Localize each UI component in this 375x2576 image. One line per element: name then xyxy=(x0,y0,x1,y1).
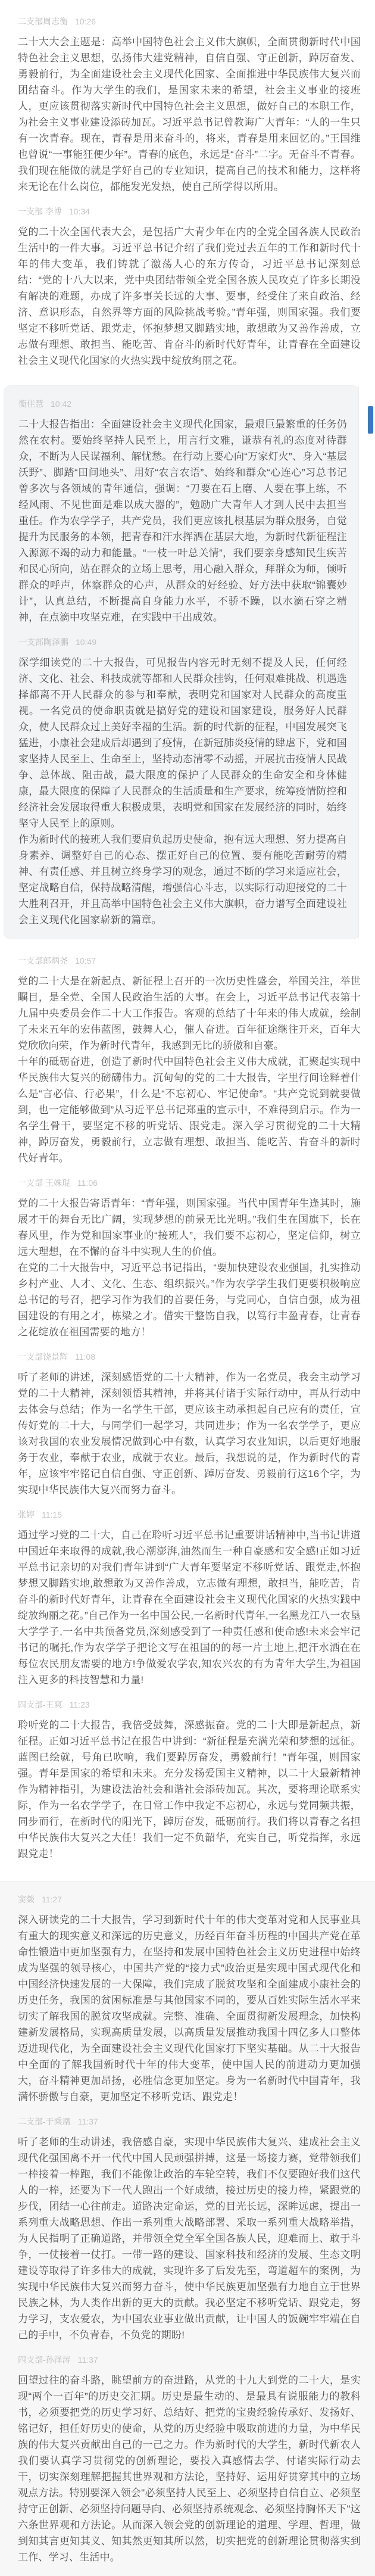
sender-name[interactable]: 张婷 xyxy=(18,1510,35,1519)
message-meta xyxy=(18,15,361,27)
timestamp: 10:26 xyxy=(75,17,96,26)
scrollbar-track[interactable] xyxy=(358,386,374,939)
timestamp: 11:37 xyxy=(77,2355,98,2365)
message-text: 听了老师的生动讲述，我倍感自豪，实现中华民族伟大复兴、建成社会主义现代化强国离不开一代代中国人民顽强拼搏，这是一场接力赛，党带领我们一棒接着一棒跑，我们不能像让政治的车轮空转，我们不仅要跑好我们这代人的一棒，还要为下一代人跑出一个好成绩，接过历史的接力棒，紧跟党的步伐，团结一心往前走。道路决定命运，党的目光长远，深眸远虑，提出一系列重大战略思想、作出一系列重大战略部署、采取一系列重大战略举措，为人民指明了正确道路，并带领全党全军全国各族人民，迎难而上、敢于斗争，一仗接着一仗打。一带一路的建设、国家科技和经济的发展、生态文明建设等取得了许多伟大的成就，实现许多了后发先至，弯道超车的案例，为实现中华民族伟大复兴而努力奋斗，使中华民族更加坚强有力地自立于世界民族之林，为人类作出新的更大的贡献。我必坚定不移听党话、跟党走，努力学习，支农爱农，为中国农业事业做出贡献，让中国人的饭碗牢牢端在自己的手中，不负青春，不负党的期盼! xyxy=(18,2136,361,2341)
sender-name[interactable]: 衡佳慧 xyxy=(18,399,43,409)
message-meta xyxy=(18,636,347,648)
timestamp: 10:57 xyxy=(75,956,96,965)
sender-name[interactable]: 二支部周志衡 xyxy=(18,17,68,26)
chat-segment xyxy=(0,1881,375,2576)
message xyxy=(18,1177,361,1340)
sender-name[interactable]: 四支部-孙泽涛 xyxy=(18,2355,71,2365)
message xyxy=(18,2354,361,2565)
message xyxy=(18,398,347,625)
timestamp: 11:06 xyxy=(77,1178,98,1188)
sender-name[interactable]: 一支部郎炳尧 xyxy=(18,956,68,965)
message-text: 听了老师的讲述，深刻感悟党的二十大精神，作为一名党员，我会主动学习党的二十大精神，深刻领悟其精神，并将其付诸于实际行动中，再从行动中去体会与总结；作为一名学生干部，更应该主动承担起自己应有的责任，宣传好党的二十大，与同学们一起学习，共同进步；作为一名农学学子，更应该对我国的农业发展情况做到心中有数，认真学习农业知识，以后更好地服务于农业，奉献于农业，成就于农业。最后，我想说的是，作为新时代的青年，应该牢牢铭记自信自强、守正创新、踔厉奋发、勇毅前行这16个字，为实现中华民族伟大复兴而努力奋斗。 xyxy=(18,1372,361,1496)
message-meta xyxy=(18,2354,361,2366)
message-text: 二十大大会主题是：高举中国特色社会主义伟大旗帜，全面贯彻新时代中国特色社会主义思想，弘扬伟大建党精神，自信自强、守正创新，踔厉奋发、勇毅前行，为全面建设社会主义现代化国家、全面推进中华民族伟大复兴而团结奋斗。作为大学生的我们，是国家未来的希望，社会主义事业的接班人，更应该贯彻落实新时代中国特色社会主义思想，做好自己的本职工作，为社会主义事业建设添砖加瓦。习近平总书记曾教诲广大青年：“人的一生只有一次青春。现在，青春是用来奋斗的，将来，青春是用来回忆的。”王国维也曾说“一事能狂便少年”。青春的底色，永远是“奋斗”二字。无奋斗不青春。我们现在能做的就是学好自己的专业知识，提高自己的技术和能力，这样将来无论在什么岗位，都能发光发热，使自己所学得以所用。 xyxy=(18,36,361,192)
chat-segment xyxy=(4,385,360,939)
timestamp: 11:08 xyxy=(75,1352,95,1362)
sender-name[interactable]: 一支部陶泽鹏 xyxy=(18,637,68,647)
message xyxy=(18,2116,361,2343)
message-meta xyxy=(18,1699,361,1711)
message-text: 党的二十次全国代表大会，是包括广大青少年在内的全党全国各族人民政治生活中的一件大事。习近平总书记介绍了我们党过去五年的工作和新时代十年的伟大变革，我们铸就了激荡人心的东方传奇，习近平总书记深刻总结：“党的十八大以来，党中央团结带领全党全国各族人民攻克了许多长期没有解决的难题，办成了许多事关长远的大事、要事，经受住了来自政治、经济、意识形态，自然界等方面的风险挑战考验。”青年强，则国家强。我们要坚定不移听党话、跟党走，怀抱梦想又脚踏实地，敢想敢为又善作善成，立志做有理想、敢担当、能吃苦、肯奋斗的新时代好青年，让青春在全面建设社会主义现代化国家的火热实践中绽放绚丽之花。 xyxy=(18,226,361,366)
sender-name[interactable]: 二支部-于乘凰 xyxy=(18,2117,71,2126)
message-text: 聆听党的二十大报告，我倍受鼓舞，深感振奋。党的二十大即是新起点，新征程。正如习近平总书记在报告中讲到：“新征程是充满光荣和梦想的远征。蓝图已绘就，号角已吹响，我们要踔厉奋发，勇毅前行！”青年强，则国家强。青年是国家的希望和未来。充分发扬爱国主义精神，以二十大最新精神作为精神指引，为建设法治社会和谐社会添砖加瓦。其次，要将理论联系实际，作为一名农学学子，在日常工作中我定不忘初心，永远与党同频共振，同步而行，在新时代的阳光下，踔厉奋发，砥砺前行。我们将以青春之名担中华民族伟大复兴之大任！我们一定不负韶华，充实自己，听党指挥，永远跟党走！ xyxy=(18,1720,361,1859)
message-text: 作为新时代的接班人我们要肩负起历史使命，抱有远大理想、努力提高自身素养、调整好自己的心态、摆正好自己的位置、要有能吃苦耐劳的精神、有责任感、并且树立终身学习的观念，通过不断的学习来适应社会，坚定战略自信，保持战略清醒，增强信心斗志，以实际行动迎接党的二十大胜利召开，并且高举中国特色社会主义伟大旗帜，奋力谱写全面建设社会主义现代化国家崭新的篇章。 xyxy=(18,834,347,926)
scrollbar-thumb[interactable] xyxy=(368,406,373,434)
sender-name[interactable]: 一支部 王姝琨 xyxy=(18,1178,70,1188)
message-text: 党的二十大报告寄语青年：“青年强，则国家强。当代中国青年生逢其时，施展才干的舞台无比广阔，实现梦想的前景无比光明。”我们生在国旗下，长在春风里，作为党和国家事业的“接班人”，我们要不忘初心，坚定信仰，树立远大理想，在不懈的奋斗中实现人生的价值。 xyxy=(18,1198,361,1257)
message-meta xyxy=(18,2116,361,2128)
sender-name[interactable]: 一支部饶景辉 xyxy=(18,1352,68,1362)
message-text: 在党的二十大报告中，习近平总书记指出，“要加快建设农业强国，扎实推动乡村产业、人才、文化、生态、组织振兴。”作为农学学生我们更要积极响应总书记的号召，把学习作为我们的首要任务，与党同心，自信自强，成为祖国建设的有用之才，栋梁之才。借实干整饬自我，以笃行丰盈青春，让青春之花绽放在祖国需要的地方！ xyxy=(18,1262,361,1338)
message xyxy=(18,1699,361,1862)
message-meta xyxy=(18,1509,361,1521)
sender-name[interactable]: 一支部 李博 xyxy=(18,207,62,216)
message-text: 二十大报告指出：全面建设社会主义现代化国家，最艰巨最繁重的任务仍然在农村。要始终坚持人民至上，用言行文雅，谦恭有礼的态度对待群众，不断为人民谋福利、解忧愁。在行动上要心向“万家灯火”、身入“基层沃野”、脚踏“田间地头”、用好“农言农语”、始终和群众“心连心”习总书记曾多次与各领域的青年通信，强调：“刀要在石上磨、人要在事上练，不经风雨、不见世面是难以成大器的”，勉励广大青年人才到人民中去担当重任。作为农学学子，共产党员，我们更应该扎根基层为群众服务，自觉提升为民服务的本领，把青春和汗水挥洒在基层大地，为新时代新征程注入源源不竭的动力和能量。“一枝一叶总关情”，我们要亲身感知民生疾苦和民心所向，站在群众的立场上思考，用心融入群众，拜群众为师，倾听群众的呼声，体察群众的心声，从群众的好经验、好方法中获取“锦囊妙计”，认真总结，不断提高自身能力水平，不骄不躁，以水滴石穿之精神，在点滴中攻坚克难，在实践中干出成效。 xyxy=(18,419,347,623)
timestamp: 11:15 xyxy=(42,1510,62,1519)
message-text: 回望过往的奋斗路，眺望前方的奋进路，从党的十九大到党的二十大，是实现“两个一百年”的历史交汇期。历史是最生动的、是最具有说服能力的教科书，必须要把党的历史学习好、总结好、把党的宝贵经验传承好、发扬好、铭记好，担任好历史的使命，从党的历史经验中吸取前进的力量，为中华民族的伟大复兴贡献出自己的一己之力。作为新时代的大学生，新时代新农人我们要认真学习贯彻党的创新理论，要投入真感情去学、付诸实际行动去干，切实深刻理解把握其世界观和方法论，坚持好、运用好贯穿其中的立场观点方法。特别要深入领会"必须坚持人民至上、必须坚持自信自立、必须坚持守正创新、必须坚持问题导向、必须坚持系统观念、必须坚持胸怀天下"这六条世界观和方法论。从而深入领会党的创新理论的道理、学理、哲理，做到知其言更知其义、知其然更知其所以然，切实把党的创新理论贯彻落实到工作、学习、生活中。 xyxy=(18,2375,361,2563)
timestamp: 10:49 xyxy=(76,637,97,647)
message-meta xyxy=(18,1177,361,1189)
message xyxy=(18,636,347,928)
timestamp: 11:27 xyxy=(42,1895,62,1904)
message-text: 十年的砥砺奋进，创造了新时代中国特色社会主义伟大成就，汇聚起实现中华民族伟大复兴的磅礴伟力。沉甸甸的党的二十大报告，字里行间诠释着什么是“言必信、行必果”，什么是“不忘初心、牢记使命”。“共产党说到就要做到，也一定能够做到”从习近平总书记郑重的宣示中，不难得到启示。作为一名学生骨干，要坚定不移的听党话、跟党走。深入学习贯彻党的二十大精神，踔厉奋发，勇毅前行，立志做有理想、敢担当、能吃苦、肯奋斗的新时代好青年。 xyxy=(18,1056,361,1164)
message-text: 党的二十大是在新起点、新征程上召开的一次历史性盛会，举国关注，举世瞩目，是全党、全国人民政治生活的大事。在会上，习近平总书记代表第十九届中央委员会作二十大工作报告。客观的总结了十年来的伟大成就，绘制了未来五年的宏伟蓝图，鼓舞人心，催人奋进。百年征途继往开来，百年大党欣欣向荣，作为新时代青年，我感到无比的骄傲和自豪。 xyxy=(18,976,361,1051)
sender-name[interactable]: 窦燚 xyxy=(18,1895,35,1904)
message-text: 深入研读党的二十大报告，学习到新时代十年的伟大变革对党和人民事业具有重大的现实意义和深远的历史意义，历经百年奋斗历程的中国共产党在革命性锻造中更加坚强有力，在坚持和发展中国特色社会主义历史进程中始终成为坚强的领导核心，中国共产党的“接力式”政治更是实现中国式现代化和中国经济快速发展的一大保障，我们完成了脱贫攻坚和全面建成小康社会的历史任务，我国的贫困标准是与其他国家不同的，要从百姓实际生活水平来切实了解我国的脱贫攻坚成就。完整、准确、全面贯彻新发展理念，加快构建新发展格局，实现高质量发展，以高质量发展推动我国十四亿多人口整体迈进现代化，为全面建设社会主义现代化国家打下坚实基础。从二十大报告中全面的了解我国新时代十年的伟大变革，使中国人民的前进动力更加强大，奋斗精神更加昂扬，必胜信念更加坚定。身为一名新时代中国青年，我满怀骄傲与自豪，更加坚定不移听党话、跟党走！ xyxy=(18,1914,361,2102)
timestamp: 10:42 xyxy=(51,399,72,409)
message xyxy=(18,955,361,1166)
message xyxy=(18,1351,361,1498)
message-meta xyxy=(18,1893,361,1905)
timestamp: 11:37 xyxy=(77,2117,98,2126)
message-meta xyxy=(18,205,361,217)
timestamp: 10:34 xyxy=(68,207,90,216)
message xyxy=(18,1509,361,1688)
message xyxy=(18,1893,361,2105)
message-text: 通过学习党的二十大，自己在聆听习近平总书记重要讲话精神中,当书记讲道中国近年来取得的成就,我心潮澎湃,油然而生一种自豪感和安全感!正如习近平总书记亲切的对我们青年讲到“广大青年要坚定不移听党话、跟党走,怀抱梦想又脚踏实地,敢想敢为又善作善成，立志做有理想，敢担当，能吃苦，肯奋斗的新时代好青年，让青春在全面建设社会主义现代化国家的火热实践中绽放绚丽之花。”自己作为一名中国公民,一名新时代青年,一名黑龙江八一农垦大学学子,一名中共预备党员,深刻感受到了一种责任感和使命感!未来会牢记书记的嘱托,作为农学学子把论文写在祖国的的每一片土地上,把汗水洒在在每位农民朋友需要的地方!争做爱农学农,知农兴农的有为青年大学生,为祖国注入更多的科技智慧和力量! xyxy=(18,1530,361,1686)
timestamp: 11:23 xyxy=(69,1700,90,1709)
chat-segment xyxy=(0,4,375,379)
message-text: 深学细读党的二十大报告，可见报告内容无时无刻不提及人民，任何经济、文化、社会、科技成就等都和人民群众挂钩，任何艰难挑战、机遇选择都离不开人民群众的参与和奉献，表明党和国家对人民群众的高度重视。一名党员的使命职责就是搞好党的建设和国家建设，服务好人民群众，使人民群众过上美好幸福的生活。新的时代新的征程，中国发展突飞猛进，小康社会建成后却遇到了疫情，在新冠肺炎疫情的肆虐下，党和国家坚持人民至上、生命至上，坚持动态清零不动摇，开展抗击疫情人民战争、总体战、阻击战，最大限度的保护了人民群众的生命安全和身体健康，最大限度的保障了人民群众的生活质量和生产要求，统筹疫情防控和经济社会发展取得重大积极成果，表明党和国家在发展经济的同时，始终坚守人民至上的原则。 xyxy=(18,657,347,829)
message-meta xyxy=(18,398,347,410)
message xyxy=(18,15,361,195)
message-meta xyxy=(18,955,361,967)
sender-name[interactable]: 四支部-王爽 xyxy=(18,1700,62,1709)
message xyxy=(18,205,361,369)
chat-segment xyxy=(0,943,375,1873)
message-meta xyxy=(18,1351,361,1363)
